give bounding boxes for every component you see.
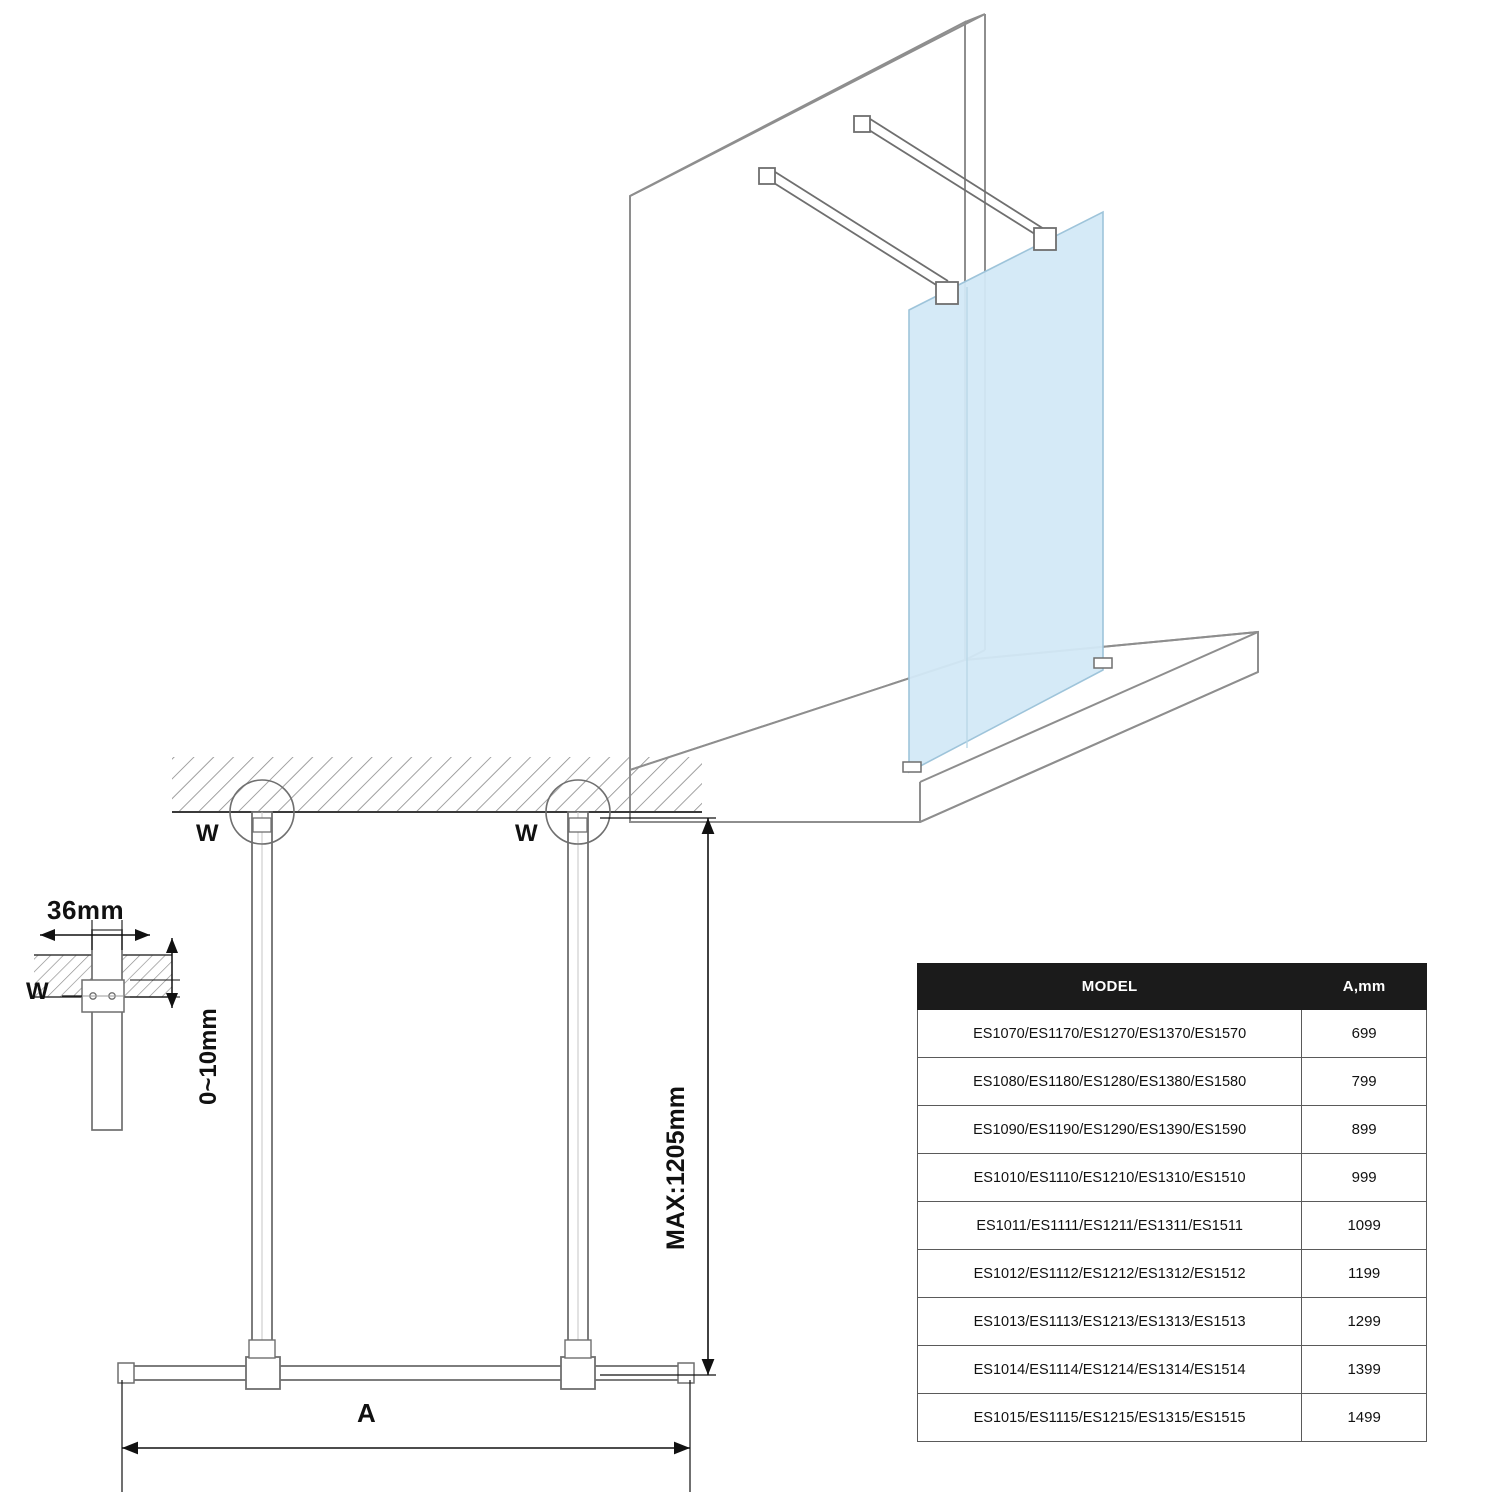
column-header-a-mm: A,mm [1302, 964, 1427, 1010]
bracket-w-label-detail: W [26, 978, 49, 1005]
dimension-max-height-label: MAX:1205mm [662, 1086, 690, 1250]
cell-a-mm: 1499 [1302, 1394, 1427, 1442]
column-header-model: MODEL [918, 964, 1302, 1010]
model-spec-table [917, 963, 1427, 1442]
table-row [918, 1106, 1427, 1154]
table-row [918, 1202, 1427, 1250]
cell-model: ES1011/ES1111/ES1211/ES1311/ES1511 [918, 1202, 1302, 1250]
cell-a-mm: 1299 [1302, 1298, 1427, 1346]
cell-model: ES1013/ES1113/ES1213/ES1313/ES1513 [918, 1298, 1302, 1346]
table-row [918, 1346, 1427, 1394]
table-row [918, 1154, 1427, 1202]
dimension-gap-label: 0~10mm [195, 1008, 222, 1105]
cell-a-mm: 1399 [1302, 1346, 1427, 1394]
cell-a-mm: 1199 [1302, 1250, 1427, 1298]
table-row [918, 1010, 1427, 1058]
table-row [918, 1394, 1427, 1442]
cell-model: ES1014/ES1114/ES1214/ES1314/ES1514 [918, 1346, 1302, 1394]
table-row [918, 1058, 1427, 1106]
bracket-w-label-right: W [515, 820, 538, 847]
cell-model: ES1012/ES1112/ES1212/ES1312/ES1512 [918, 1250, 1302, 1298]
bracket-detail-view [34, 920, 180, 1130]
table-row [918, 1298, 1427, 1346]
isometric-view [630, 14, 1258, 822]
cell-model: ES1080/ES1180/ES1280/ES1380/ES1580 [918, 1058, 1302, 1106]
dimension-a-label: A [357, 1398, 376, 1428]
cell-a-mm: 799 [1302, 1058, 1427, 1106]
cell-a-mm: 1099 [1302, 1202, 1427, 1250]
cell-a-mm: 699 [1302, 1010, 1427, 1058]
cell-a-mm: 999 [1302, 1154, 1427, 1202]
table-row [918, 1250, 1427, 1298]
table-header-row [918, 964, 1427, 1010]
dimension-36mm-label: 36mm [47, 895, 125, 925]
cell-model: ES1070/ES1170/ES1270/ES1370/ES1570 [918, 1010, 1302, 1058]
cell-a-mm: 899 [1302, 1106, 1427, 1154]
cell-model: ES1015/ES1115/ES1215/ES1315/ES1515 [918, 1394, 1302, 1442]
cell-model: ES1010/ES1110/ES1210/ES1310/ES1510 [918, 1154, 1302, 1202]
front-elevation-view [118, 757, 716, 1492]
bracket-w-label-left: W [196, 820, 219, 847]
cell-model: ES1090/ES1190/ES1290/ES1390/ES1590 [918, 1106, 1302, 1154]
